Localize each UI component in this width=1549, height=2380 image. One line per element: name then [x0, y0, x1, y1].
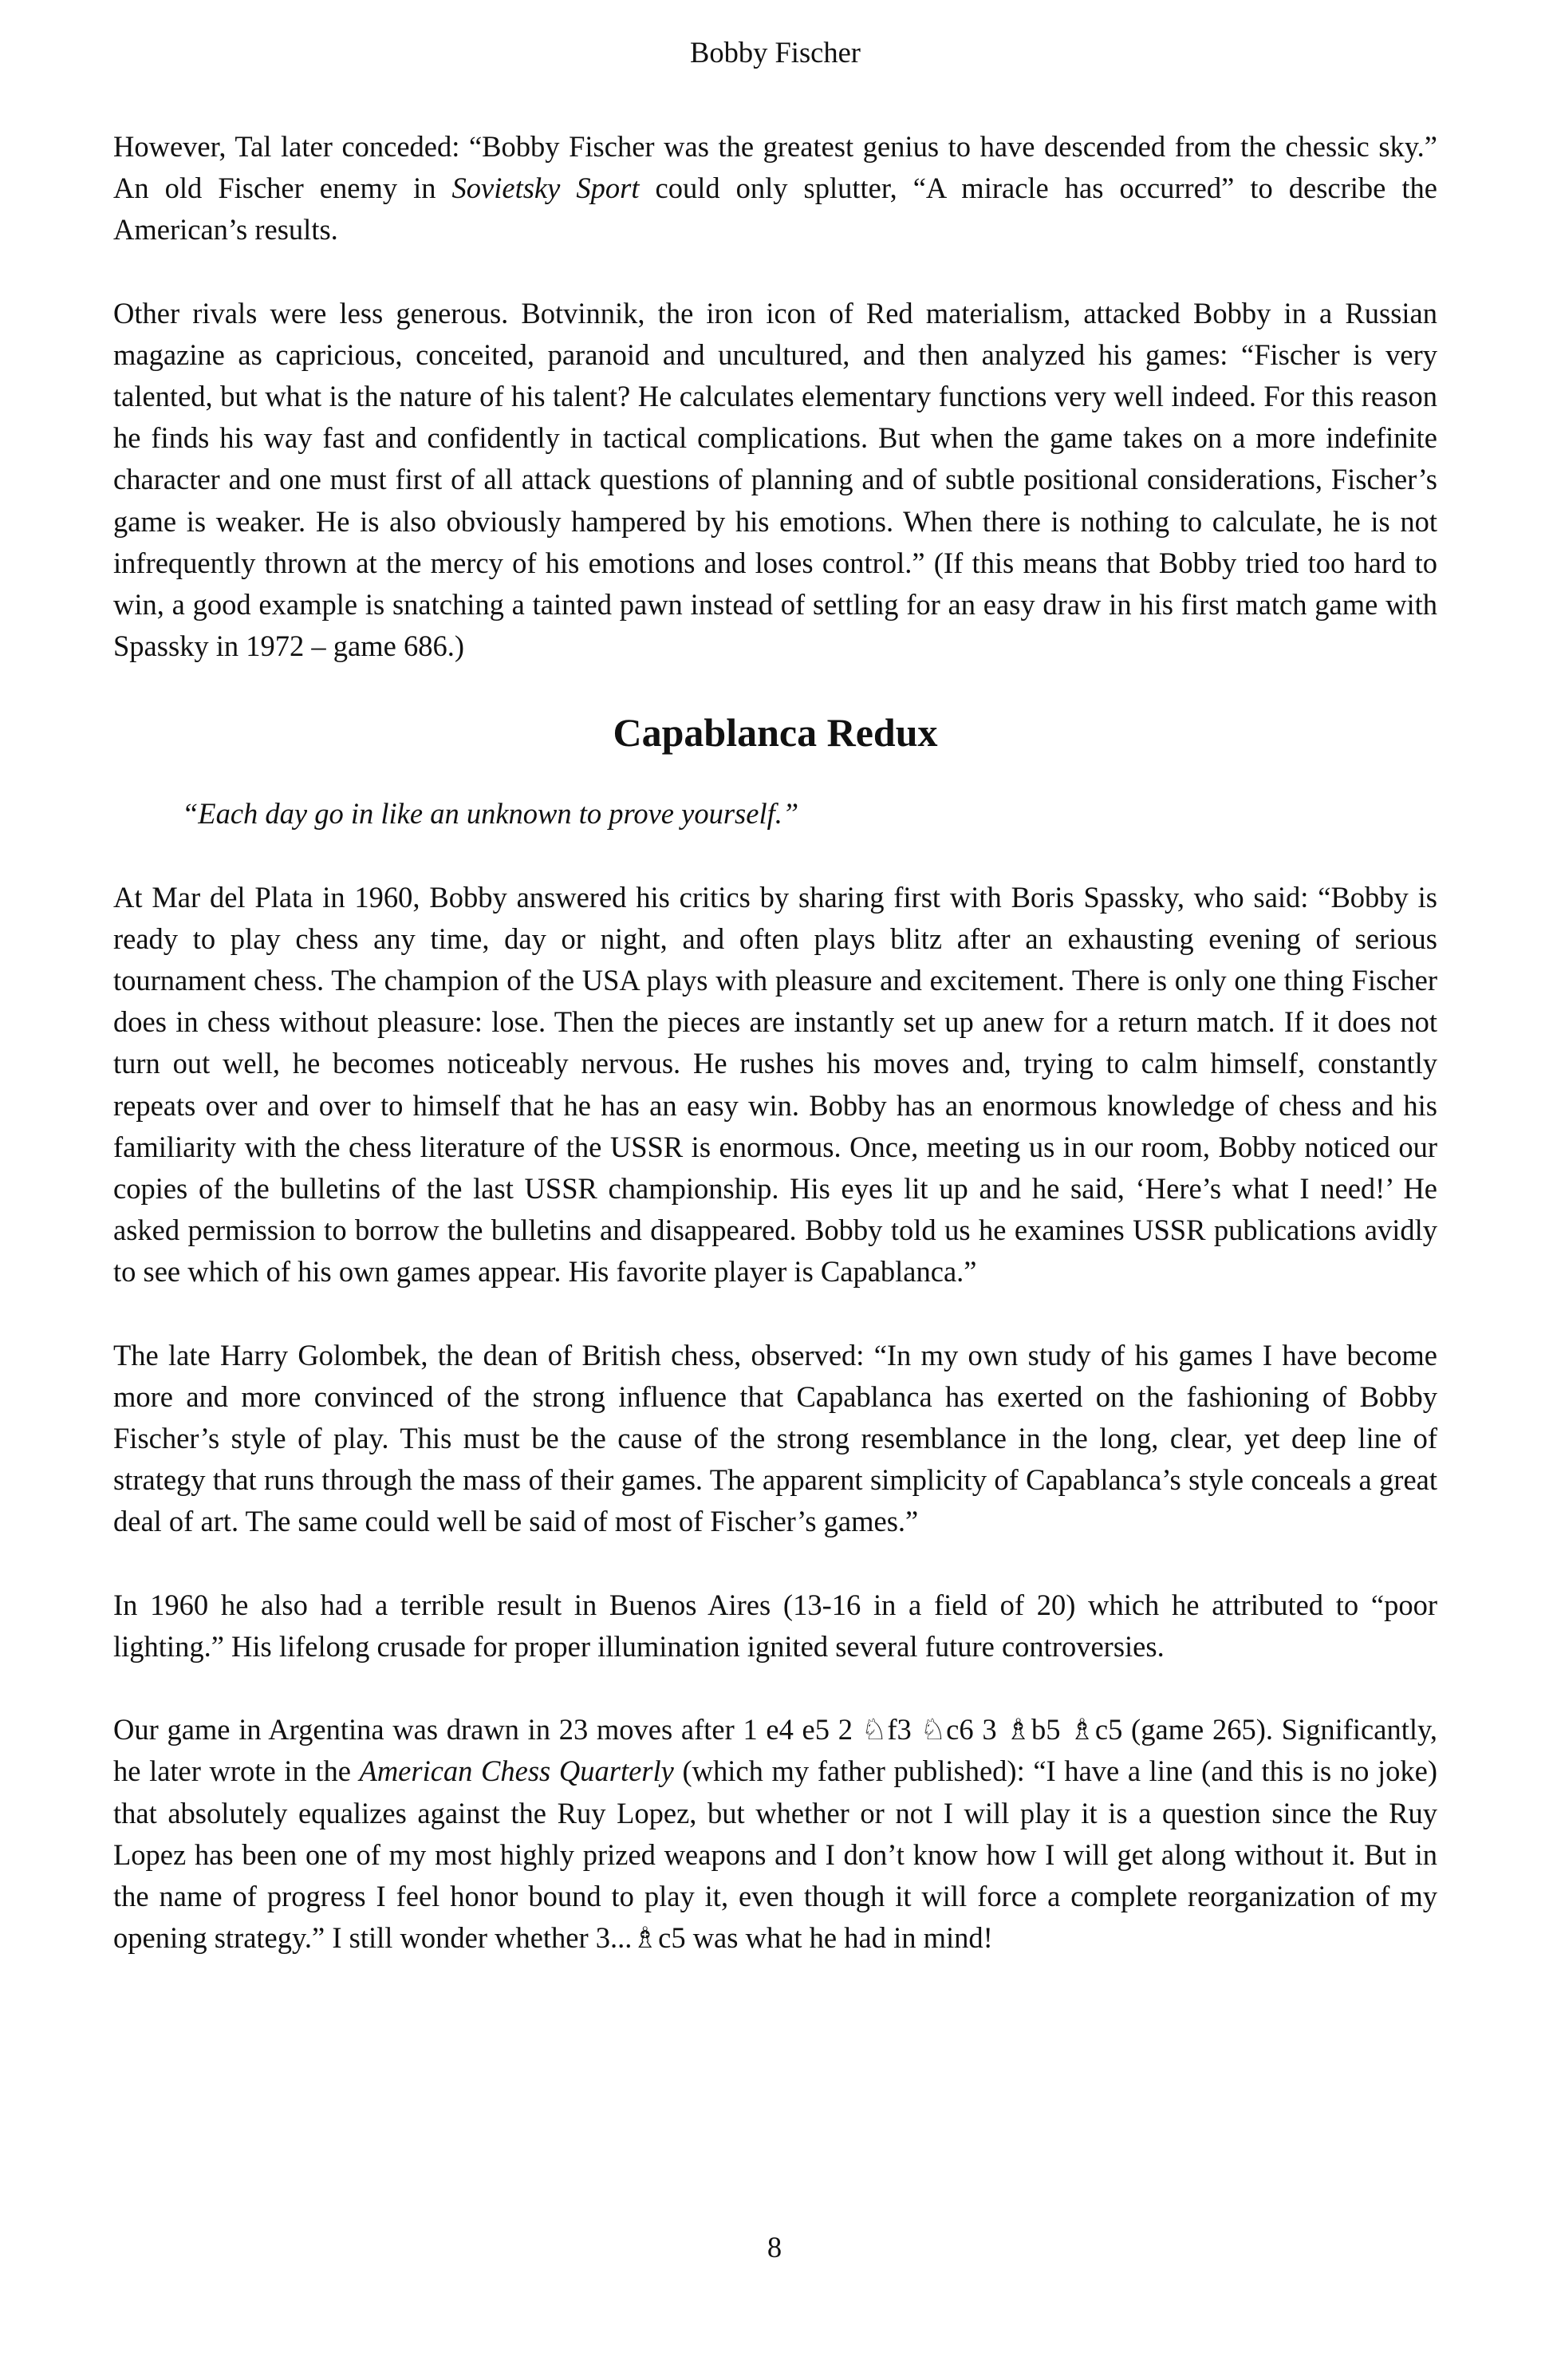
paragraph-golombek: The late Harry Golombek, the dean of British chess, observed: “In my own study of his games I have become more and more convinced of the strong influence that Capablanca has exerted on the fashioning of Bobby Fischer’s style of play. This must be the cause of the strong resemblance in the long, clear, yet deep line of strategy that runs through the mass of their games. The apparent simplicity of Capablanca’s style conceals a great deal of art. The same could well be said of most of Fischer’s games.”	[113, 1338, 1437, 1538]
paragraph-text: could only splutter, “A miracle has occurred” to describe the American’s results.	[113, 172, 1437, 247]
running-header: Bobby Fischer	[690, 36, 861, 69]
paragraph-botvinnik: Other rivals were less generous. Botvinnik, the iron icon of Red materialism, attacked Bobby in a Russian magazine as capricious, conceited, paranoid and uncultured, and then analyzed his games: “Fischer is very talented, but what is the nature of his talent? He calculates elementary functions very well indeed. For this reason he finds his way fast and confidently in tactical complications. But when the game takes on a more indefinite character and one must first of all attack questions of planning and of subtle positional considerations, Fischer’s game is weaker. He is also obviously hampered by his emotions. When there is nothing to calculate, he is not infrequently thrown at the mercy of his emotions and loses control.” (If this means that Bobby tried too hard to win, a good example is snatching a tainted pawn instead of settling for an easy draw in his first match game with Spassky in 1972 – game 686.)	[113, 296, 1437, 663]
paragraph-mar-del-plata: At Mar del Plata in 1960, Bobby answered his critics by sharing first with Boris Spassky, who said: “Bobby is ready to play chess any time, day or night, and often plays blitz after an exhausting evening of serious tournament chess. The champion of the USA plays with pleasure and excitement. There is only one thing Fischer does in chess without pleasure: lose. Then the pieces are instantly set up anew for a return match. If it does not turn out well, he becomes noticeably nervous. He rushes his moves and, trying to calm himself, constantly repeats over and over to himself that he has an easy win. Bobby has an enormous knowledge of chess and his familiarity with the chess literature of the USSR is enormous. Once, meeting us in our room, Bobby noticed our copies of the bulletins of the last USSR championship. His eyes lit up and he said, ‘Here’s what I need!’ He asked permission to borrow the bulletins and disappeared. Bobby told us he examines USSR publications avidly to see which of his own games appear. His favorite player is Capablanca.”	[113, 880, 1437, 1289]
paragraph-tal-quote	[113, 126, 1437, 251]
section-heading: Capablanca Redux	[613, 710, 938, 756]
paragraph-text: (which my father published): “I have a line (and this is no joke) that absolutely equalizes against the Ruy Lopez, but whether or not I will play it is a question since the Ruy Lopez has been one of my most highly prized weapons and I don’t know how I will get along without it. But in the name of progress I feel honor bound to play it, even though it will force a complete reorganization of my opening strategy.” I still wonder whether 3...♗c5 was what he had in mind!	[113, 1754, 1437, 1955]
publication-title: Sovietsky Sport	[451, 172, 640, 205]
page-number: 8	[767, 2231, 782, 2264]
paragraph-argentina-game	[113, 1709, 1437, 1959]
epigraph: “Each day go in like an unknown to prove yourself.”	[182, 797, 799, 831]
paragraph-text: Our game in Argentina was drawn in 23 moves after 1 e4 e5 2 ♘f3 ♘c6 3 ♗b5 ♗c5 (game 265). Significantly, he later wrote in the	[113, 1713, 1437, 1788]
paragraph-buenos-aires: In 1960 he also had a terrible result in Buenos Aires (13-16 in a field of 20) which he attributed to “poor lighting.” His lifelong crusade for proper illumination ignited several future controversies.	[113, 1588, 1437, 1663]
paragraph-text: However, Tal later conceded: “Bobby Fischer was the greatest genius to have descended from the chessic sky.” An old Fischer enemy in	[113, 130, 1437, 205]
publication-title: American Chess Quarterly	[359, 1754, 674, 1788]
